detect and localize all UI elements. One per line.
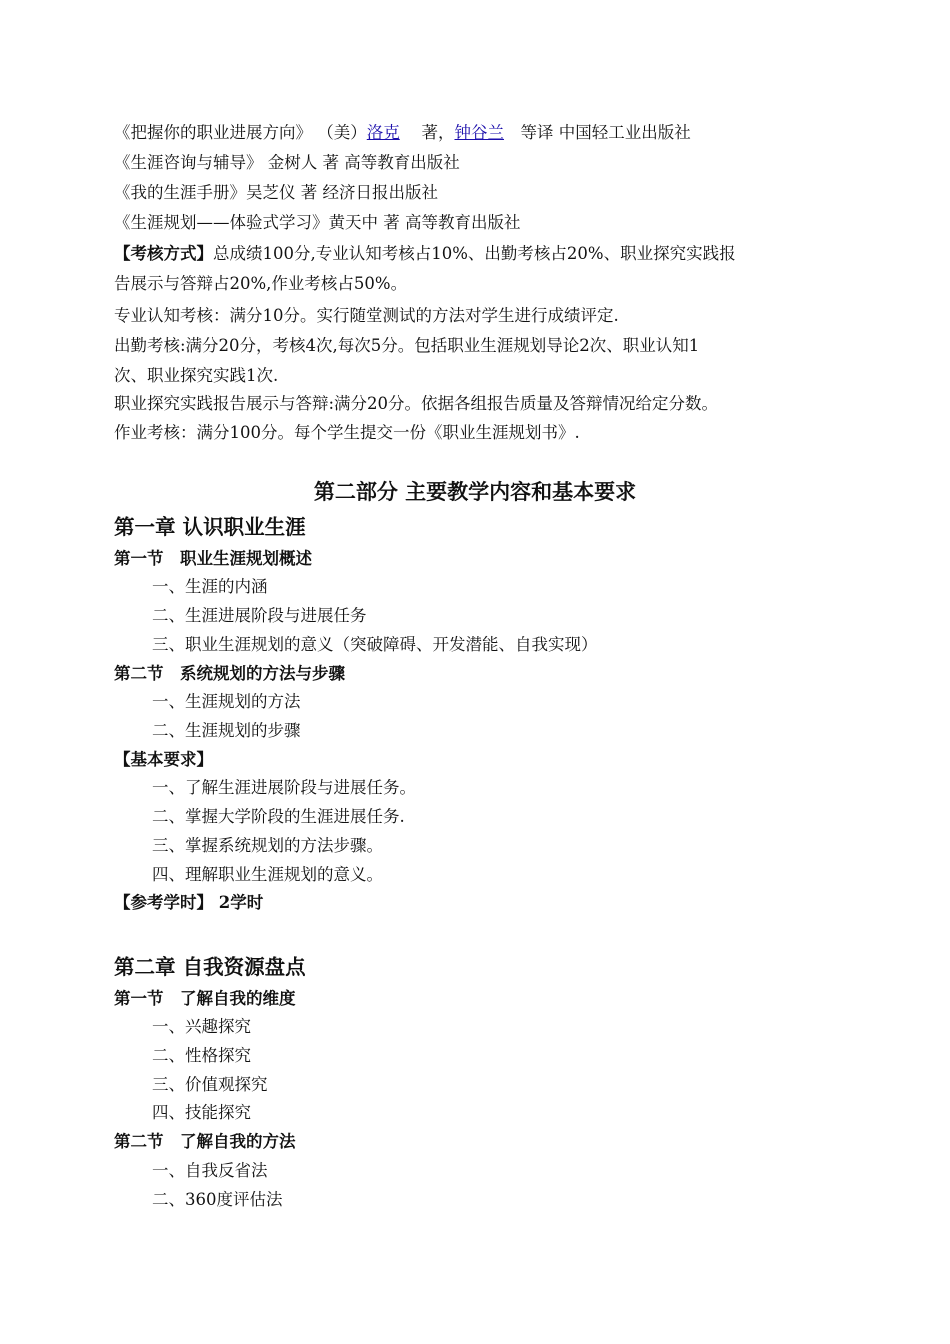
chapter-1-hours: 【参考学时】 2学时 [114, 893, 264, 912]
list-item: 三、职业生涯规划的意义（突破障碍、开发潜能、自我实现） [152, 635, 598, 654]
list-item: 一、生涯规划的方法 [152, 692, 301, 711]
list-item: 二、360度评估法 [152, 1190, 283, 1209]
chapter-2-section-1-title: 第一节 了解自我的维度 [114, 989, 296, 1008]
reference-line-3: 《我的生涯手册》吴芝仪 著 经济日报出版社 [114, 183, 438, 202]
part-2-title: 第二部分 主要教学内容和基本要求 [313, 479, 637, 504]
list-item: 二、性格探究 [152, 1046, 251, 1065]
list-item: 二、生涯进展阶段与进展任务 [152, 606, 367, 625]
assessment-line-2: 告展示与答辩占20%,作业考核占50%。 [114, 274, 408, 293]
chapter-1-section-1-title: 第一节 职业生涯规划概述 [114, 549, 312, 568]
list-item: 四、理解职业生涯规划的意义。 [152, 865, 383, 884]
list-item: 一、自我反省法 [152, 1161, 268, 1180]
reference-line-2: 《生涯咨询与辅导》 金树人 著 高等教育出版社 [114, 153, 460, 172]
list-item: 一、兴趣探究 [152, 1017, 251, 1036]
list-item: 二、掌握大学阶段的生涯进展任务. [152, 807, 405, 826]
assessment-attendance-2: 次、职业探究实践1次. [114, 366, 279, 385]
assessment-report: 职业探究实践报告展示与答辩:满分20分。依据各组报告质量及答辩情况给定分数。 [114, 394, 719, 413]
list-item: 一、了解生涯进展阶段与进展任务。 [152, 778, 416, 797]
reference-1-tail: 等译 中国轻工业出版社 [504, 123, 691, 142]
list-item: 三、价值观探究 [152, 1075, 268, 1094]
chapter-2-section-2-title: 第二节 了解自我的方法 [114, 1132, 296, 1151]
list-item: 四、技能探究 [152, 1103, 251, 1122]
chapter-1-title: 第一章 认识职业生涯 [114, 515, 306, 539]
assessment-attendance-1: 出勤考核:满分20分，考核4次,每次5分。包括职业生涯规划导论2次、职业认知1 [114, 336, 700, 355]
assessment-cognition: 专业认知考核：满分10分。实行随堂测试的方法对学生进行成绩评定. [114, 306, 619, 325]
list-item: 一、生涯的内涵 [152, 577, 268, 596]
list-item: 二、生涯规划的步骤 [152, 721, 301, 740]
chapter-2-title: 第二章 自我资源盘点 [114, 955, 306, 979]
reference-1-title: 《把握你的职业进展方向》 （美） [114, 123, 367, 142]
chapter-1-requirements-title: 【基本要求】 [114, 750, 213, 769]
list-item: 三、掌握系统规划的方法步骤。 [152, 836, 383, 855]
assessment-text-1: 总成绩100分,专业认知考核占10%、出勤考核占20%、职业探究实践报 [213, 244, 736, 263]
author-link[interactable]: 洛克 [366, 123, 400, 142]
assessment-label: 【考核方式】 [114, 244, 213, 263]
assessment-homework: 作业考核：满分100分。每个学生提交一份《职业生涯规划书》. [114, 423, 580, 442]
translator-link[interactable]: 钟谷兰 [454, 123, 504, 142]
assessment-line-1 [114, 243, 736, 265]
reference-line-1 [114, 122, 691, 144]
reference-line-4: 《生涯规划——体验式学习》黄天中 著 高等教育出版社 [114, 213, 521, 232]
reference-1-mid: 著， [399, 123, 455, 142]
chapter-1-section-2-title: 第二节 系统规划的方法与步骤 [114, 664, 345, 683]
